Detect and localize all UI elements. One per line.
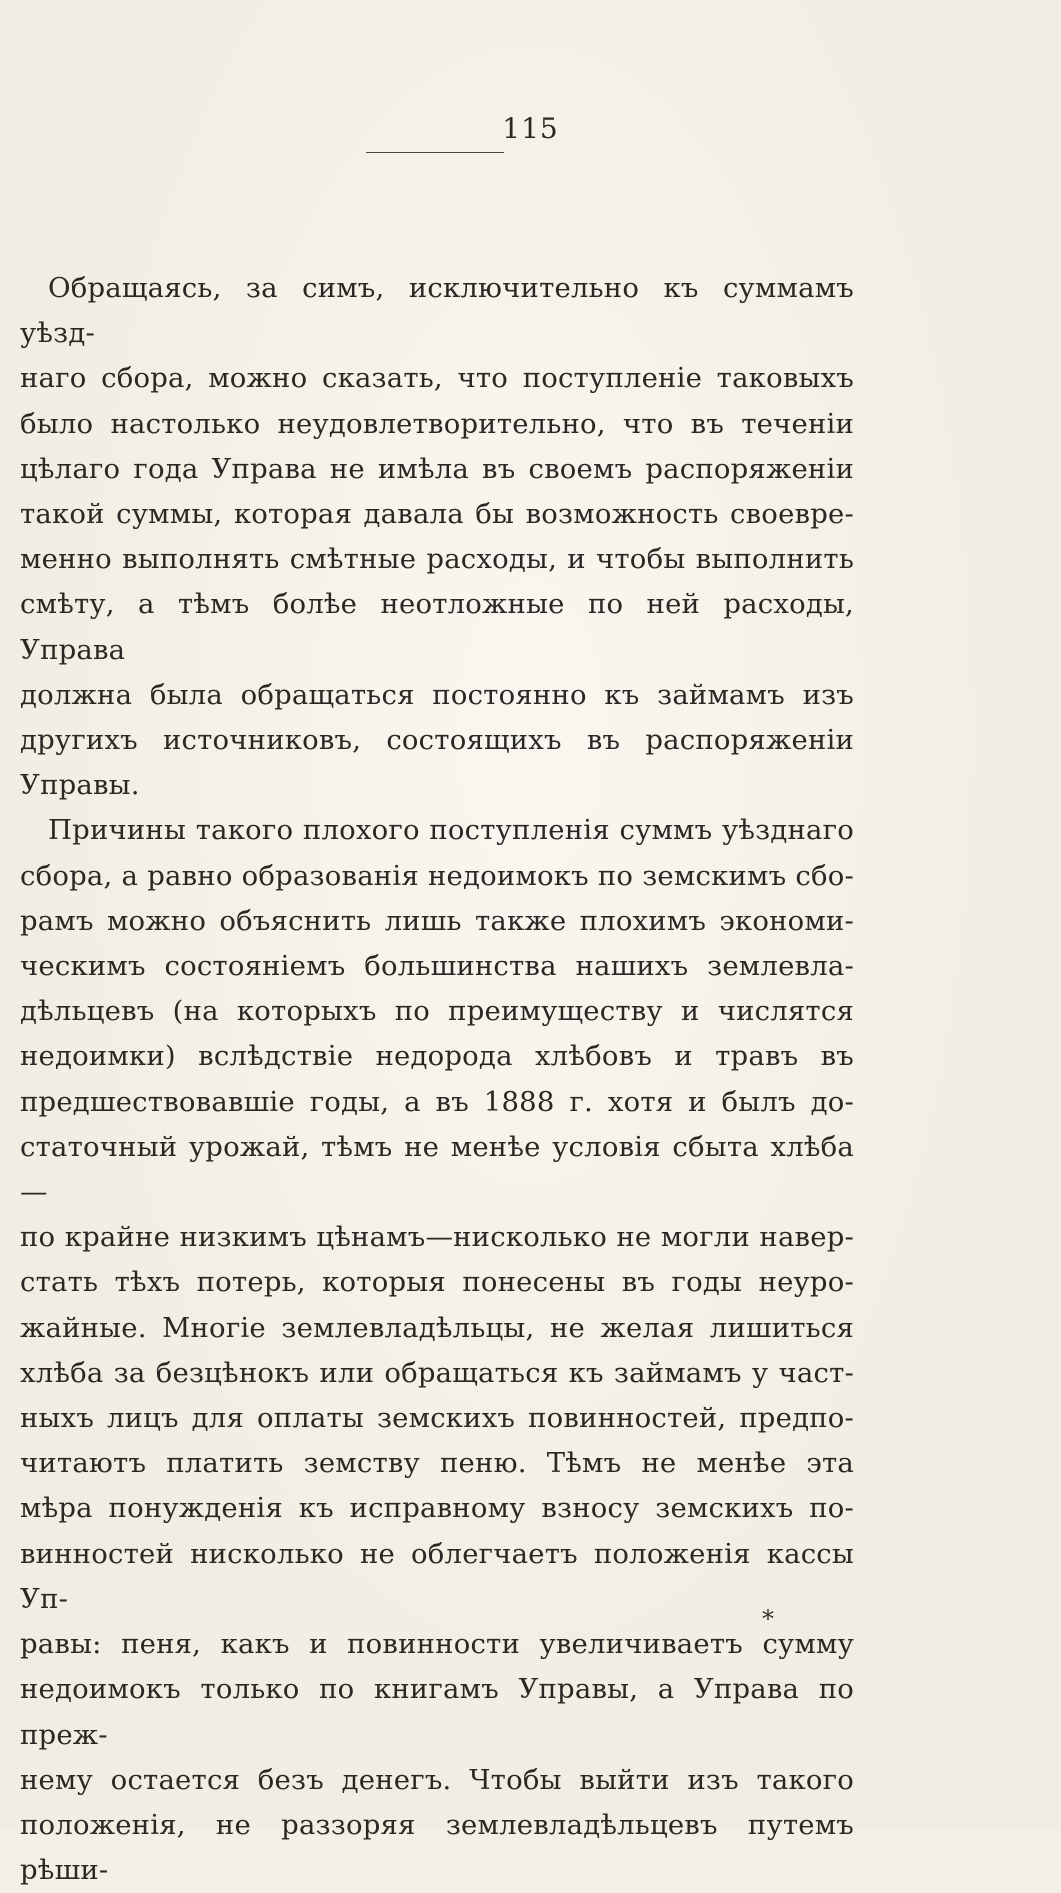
text-line: ческимъ состояніемъ большинства нашихъ землевла- <box>20 950 854 983</box>
text-line: другихъ источниковъ, состоящихъ въ распоряженіи <box>20 724 854 757</box>
text-line: менно выполнять смѣтные расходы, и чтобы выполнить <box>20 543 854 576</box>
signature-mark: * <box>762 1605 774 1633</box>
text-line: стать тѣхъ потерь, которыя понесены въ годы неуро- <box>20 1266 854 1299</box>
text-line: Обращаясь, за симъ, исключительно къ суммамъ уѣзд- <box>20 272 854 350</box>
text-line: было настолько неудовлетворительно, что въ теченіи <box>20 407 854 440</box>
text-line: Причины такого плохого поступленія суммъ уѣзднаго <box>48 814 854 847</box>
text-line: ныхъ лицъ для оплаты земскихъ повинностей, предпо- <box>20 1402 854 1435</box>
text-line: недоимки) вслѣдствіе недорода хлѣбовъ и травъ въ <box>20 1040 854 1073</box>
body-text <box>20 266 854 1893</box>
page-number-rule <box>366 152 504 153</box>
text-line: сбора, а равно образованія недоимокъ по земскимъ сбо- <box>20 859 854 892</box>
text-line: положенія, не раззоряя землевладѣльцевъ путемъ рѣши- <box>20 1808 854 1887</box>
text-line: читаютъ платить земству пеню. Тѣмъ не менѣе эта <box>20 1447 854 1480</box>
text-line: нему остается безъ денегъ. Чтобы выйти изъ такого <box>20 1763 854 1796</box>
text-line: рамъ можно объяснить лишь также плохимъ экономи- <box>20 904 854 937</box>
text-line: жайные. Многіе землевладѣльцы, не желая лишиться <box>20 1311 854 1344</box>
text-line: смѣту, а тѣмъ болѣе неотложные по ней расходы, Управа <box>20 588 854 666</box>
text-line: такой суммы, которая давала бы возможность своевре- <box>20 498 854 531</box>
text-line: наго сбора, можно сказать, что поступленіе таковыхъ <box>20 362 854 395</box>
text-line: Управы. <box>20 769 140 802</box>
text-line: мѣра понужденія къ исправному взносу земскихъ по- <box>20 1492 854 1525</box>
text-line: статочный урожай, тѣмъ не менѣе условія сбыта хлѣба— <box>20 1130 854 1209</box>
text-line: недоимокъ только по книгамъ Управы, а Управа по преж- <box>20 1673 854 1751</box>
text-line: винностей нисколько не облегчаетъ положенія кассы Уп- <box>20 1537 854 1615</box>
page-number: 115 <box>502 112 559 145</box>
text-line: равы: пеня, какъ и повинности увеличиваетъ сумму <box>20 1628 854 1661</box>
text-line: по крайне низкимъ цѣнамъ—нисколько не могли навер- <box>20 1221 854 1254</box>
text-line: цѣлаго года Управа не имѣла въ своемъ распоряженіи <box>20 452 854 485</box>
text-line: предшествовавшіе годы, а въ 1888 г. хотя и былъ до- <box>20 1085 854 1118</box>
text-line: хлѣба за безцѣнокъ или обращаться къ займамъ у част- <box>20 1356 854 1389</box>
text-line: дѣльцевъ (на которыхъ по преимуществу и числятся <box>20 995 854 1028</box>
text-line: должна была обращаться постоянно къ займамъ изъ <box>20 678 854 711</box>
